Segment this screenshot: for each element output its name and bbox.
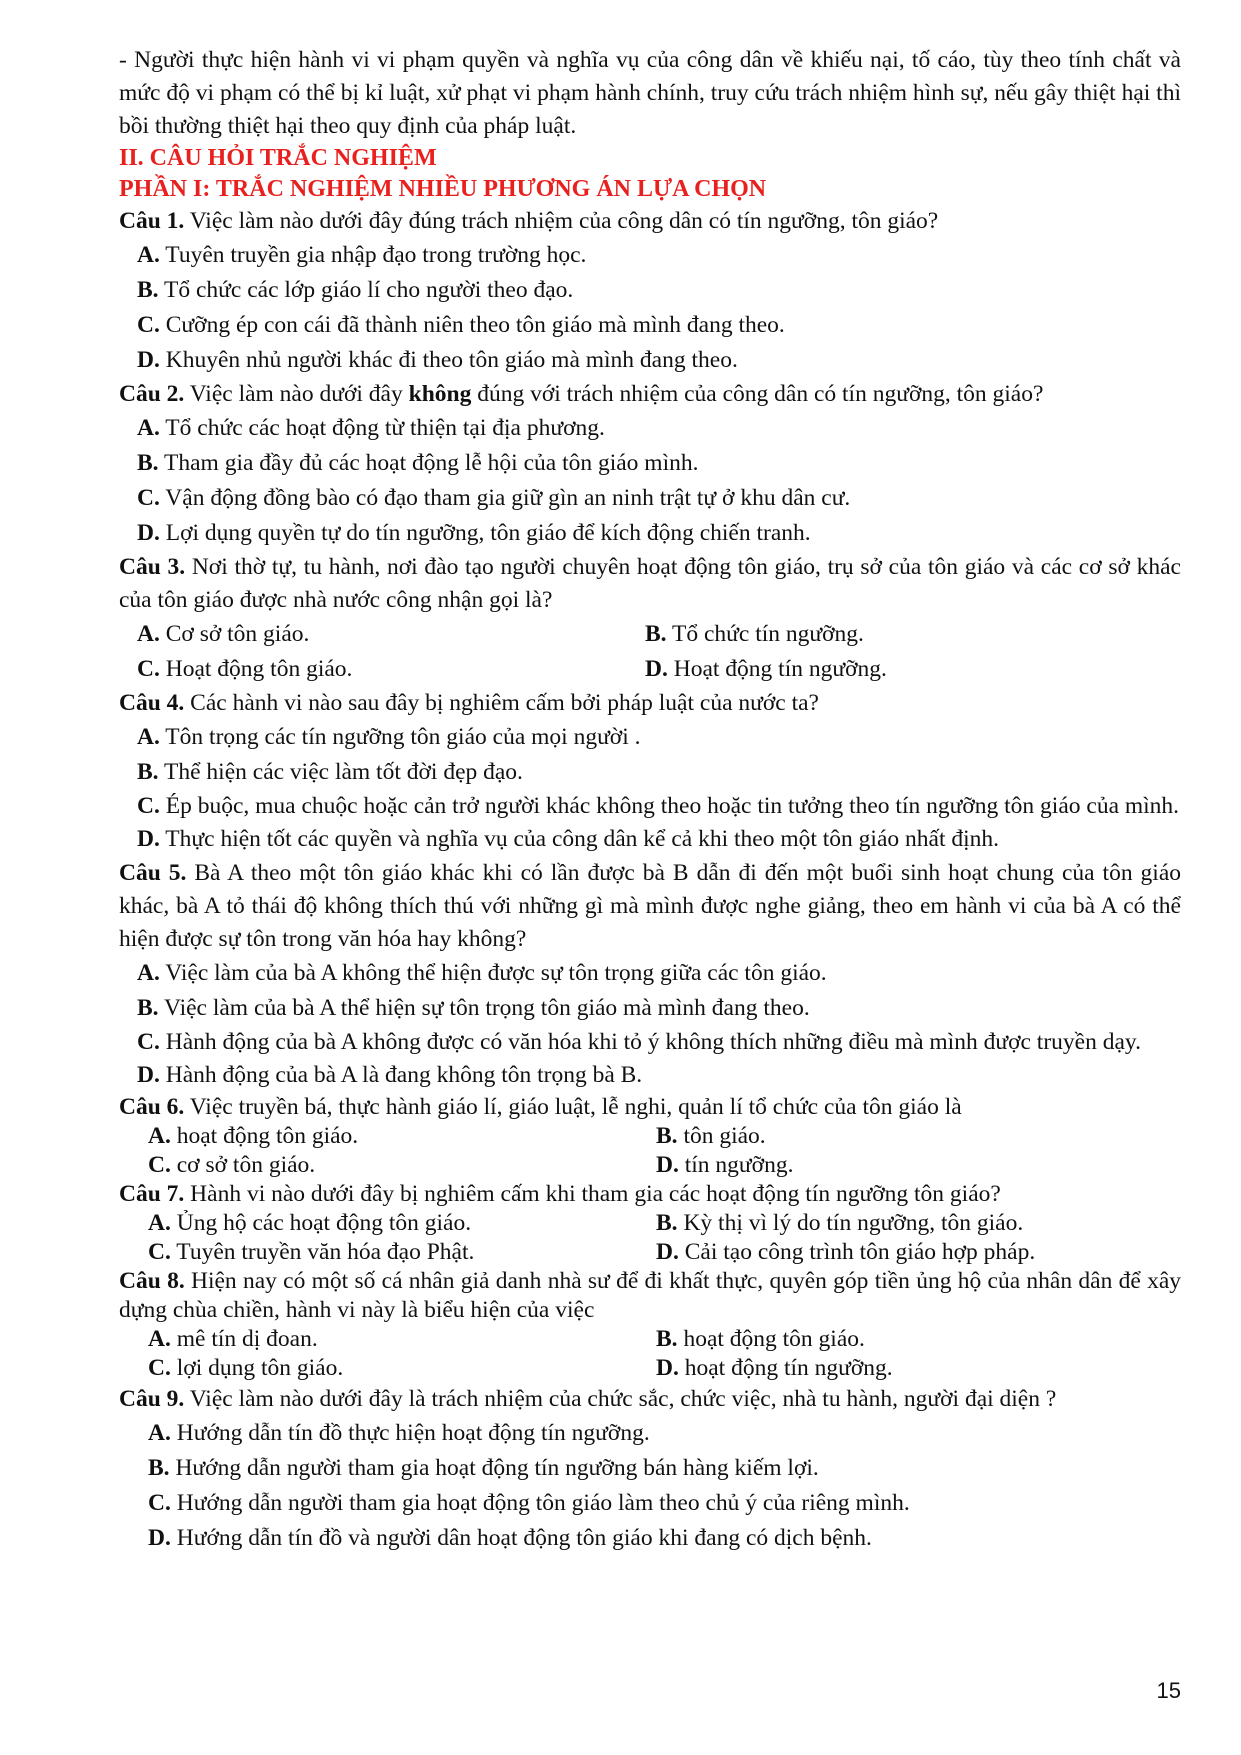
option-c [119, 1354, 627, 1383]
option-b [627, 1325, 1181, 1354]
option-text: Hoạt động tôn giáo. [159, 656, 353, 682]
option-text: hoạt động tôn giáo. [170, 1123, 359, 1149]
option-c [119, 1026, 1181, 1058]
option-c [119, 1238, 627, 1267]
option-text: Vận động đồng bào có đạo tham gia giữ gìn an ninh trật tự ở khu dân cư. [159, 485, 851, 511]
question-9 [119, 1383, 1181, 1416]
option-d [627, 652, 1181, 687]
option-text: cơ sở tôn giáo. [170, 1152, 316, 1178]
option-d [119, 1058, 1181, 1093]
option-text: Tổ chức tín ngưỡng. [666, 621, 864, 647]
option-c [119, 790, 1181, 822]
option-a [119, 956, 1181, 991]
option-label: A. [137, 960, 160, 986]
question-text: Hành vi nào dưới đây bị nghiêm cấm khi tham gia các hoạt động tín ngưỡng tôn giáo? [184, 1181, 1001, 1207]
option-text: lợi dụng tôn giáo. [170, 1355, 344, 1381]
question-8 [119, 1267, 1181, 1325]
option-text: Hành động của bà A là đang không tôn trọng bà B. [159, 1062, 643, 1088]
question-text: Việc làm nào dưới đây [184, 381, 409, 407]
option-label: A. [137, 724, 160, 750]
option-label: C. [137, 312, 160, 338]
option-label: C. [148, 1490, 171, 1516]
option-label: A. [137, 621, 160, 647]
option-label: B. [137, 450, 159, 476]
option-label: B. [656, 1123, 678, 1149]
option-label: B. [148, 1455, 170, 1481]
option-d [119, 516, 1181, 551]
option-label: D. [137, 826, 160, 852]
option-text: Ép buộc, mua chuộc hoặc cản trở người khác không theo hoặc tin tưởng theo tín ngưỡng tôn giáo của mình. [159, 793, 1180, 819]
document-page [119, 44, 1181, 1556]
option-a [119, 720, 1181, 755]
question-4 [119, 687, 1181, 720]
option-a [119, 1209, 627, 1238]
option-label: C. [148, 1152, 171, 1178]
option-label: A. [148, 1123, 171, 1149]
option-d [627, 1354, 1181, 1383]
option-text: Ủng hộ các hoạt động tôn giáo. [170, 1210, 472, 1236]
option-b [627, 617, 1181, 652]
option-label: A. [148, 1326, 171, 1352]
option-label: B. [656, 1326, 678, 1352]
option-label: B. [656, 1210, 678, 1236]
question-number: Câu 4. [119, 690, 185, 716]
option-text: Hướng dẫn tín đồ và người dân hoạt động tôn giáo khi đang có dịch bệnh. [170, 1525, 872, 1551]
question-text: Hiện nay có một số cá nhân giả danh nhà sư để đi khất thực, quyên góp tiền ủng hộ của nhân dân để xây dựng chùa chiền, hành vi này là biểu hiện của việc [119, 1268, 1181, 1323]
option-text: Thể hiện các việc làm tốt đời đẹp đạo. [158, 759, 523, 785]
question-7 [119, 1180, 1181, 1209]
options-5 [119, 956, 1181, 1093]
option-b [627, 1209, 1181, 1238]
options-6 [119, 1122, 1181, 1180]
option-label: A. [137, 415, 160, 441]
option-label: C. [137, 656, 160, 682]
question-number: Câu 8. [119, 1268, 185, 1294]
option-d [119, 1521, 1181, 1556]
question-1 [119, 205, 1181, 238]
option-a [119, 1325, 627, 1354]
option-text: Tuyên truyền văn hóa đạo Phật. [170, 1239, 475, 1265]
option-text: mê tín dị đoan. [170, 1326, 318, 1352]
option-c [119, 308, 1181, 343]
option-text: Hướng dẫn người tham gia hoạt động tôn giáo làm theo chủ ý của riêng mình. [170, 1490, 910, 1516]
option-text: Khuyên nhủ người khác đi theo tôn giáo mà mình đang theo. [159, 347, 738, 373]
question-text: Việc truyền bá, thực hành giáo lí, giáo luật, lễ nghi, quản lí tổ chức của tôn giáo là [184, 1094, 962, 1120]
option-text: Hướng dẫn tín đồ thực hiện hoạt động tín ngưỡng. [170, 1420, 650, 1446]
question-number: Câu 2. [119, 381, 185, 407]
option-a [119, 617, 627, 652]
option-b [627, 1122, 1181, 1151]
options-1 [119, 238, 1181, 378]
option-b [119, 273, 1181, 308]
question-3 [119, 551, 1181, 617]
option-b [119, 1451, 1181, 1486]
option-c [119, 652, 627, 687]
options-9 [119, 1416, 1181, 1556]
question-2 [119, 378, 1181, 411]
options-2 [119, 411, 1181, 551]
option-text: Kỳ thị vì lý do tín ngưỡng, tôn giáo. [677, 1210, 1024, 1236]
option-text: Thực hiện tốt các quyền và nghĩa vụ của công dân kể cả khi theo một tôn giáo nhất định. [159, 826, 999, 852]
question-6 [119, 1093, 1181, 1122]
question-number: Câu 7. [119, 1181, 185, 1207]
option-label: A. [148, 1420, 171, 1446]
option-text: hoạt động tín ngưỡng. [678, 1355, 893, 1381]
question-number: Câu 9. [119, 1386, 185, 1412]
option-text: tôn giáo. [677, 1123, 766, 1149]
option-label: A. [148, 1210, 171, 1236]
option-text: Lợi dụng quyền tự do tín ngưỡng, tôn giáo để kích động chiến tranh. [159, 520, 811, 546]
option-d [627, 1238, 1181, 1267]
option-c [119, 1486, 1181, 1521]
option-c [119, 481, 1181, 516]
option-label: C. [148, 1239, 171, 1265]
option-text: Cải tạo công trình tôn giáo hợp pháp. [678, 1239, 1036, 1265]
option-text: Tôn trọng các tín ngưỡng tôn giáo của mọi người . [159, 724, 641, 750]
option-text: hoạt động tôn giáo. [677, 1326, 865, 1352]
option-text: Tổ chức các hoạt động từ thiện tại địa phương. [159, 415, 605, 441]
option-d [119, 822, 1181, 857]
option-d [119, 343, 1181, 378]
option-text: Việc làm của bà A thể hiện sự tôn trọng tôn giáo mà mình đang theo. [158, 995, 810, 1021]
page-number: 15 [1156, 1678, 1181, 1703]
intro-paragraph: - Người thực hiện hành vi vi phạm quyền và nghĩa vụ của công dân về khiếu nại, tố cáo, tùy theo tính chất và mức độ vi phạm có thể bị kỉ luật, xử phạt vi phạm hành chính, truy cứu trách nhiệm hình sự, nếu gây thiệt hại thì bồi thường thiệt hại theo quy định của pháp luật. [119, 47, 1181, 139]
option-b [119, 446, 1181, 481]
option-text: tín ngưỡng. [678, 1152, 794, 1178]
question-number: Câu 5. [119, 860, 187, 886]
option-label: D. [137, 347, 160, 373]
option-label: D. [656, 1152, 679, 1178]
option-label: D. [148, 1525, 171, 1551]
options-7 [119, 1209, 1181, 1267]
option-a [119, 1416, 1181, 1451]
question-text: Nơi thờ tự, tu hành, nơi đào tạo người chuyên hoạt động tôn giáo, trụ sở của tôn giáo và các cơ sở khác của tôn giáo được nhà nước công nhận gọi là? [119, 554, 1181, 613]
option-label: A. [137, 242, 160, 268]
question-number: Câu 6. [119, 1094, 185, 1120]
option-a [119, 238, 1181, 273]
option-a [119, 1122, 627, 1151]
option-b [119, 755, 1181, 790]
option-text: Hướng dẫn người tham gia hoạt động tín ngưỡng bán hàng kiếm lợi. [169, 1455, 819, 1481]
question-text: Bà A theo một tôn giáo khác khi có lần được bà B dẫn đi đến một buổi sinh hoạt chung của tôn giáo khác, bà A tỏ thái độ không thích thú với những gì mà mình được nghe giảng, theo em hành vi của bà A có thể hiện được sự tôn trong văn hóa hay không? [119, 860, 1182, 952]
option-label: C. [137, 485, 160, 511]
option-label: C. [148, 1355, 171, 1381]
option-text: Cơ sở tôn giáo. [159, 621, 310, 647]
question-text: Các hành vi nào sau đây bị nghiêm cấm bởi pháp luật của nước ta? [184, 690, 819, 716]
option-a [119, 411, 1181, 446]
options-4 [119, 720, 1181, 857]
part-heading: PHẦN I: TRẮC NGHIỆM NHIỀU PHƯƠNG ÁN LỰA CHỌN [119, 176, 767, 202]
option-label: D. [137, 520, 160, 546]
option-text: Tham gia đầy đủ các hoạt động lễ hội của tôn giáo mình. [158, 450, 699, 476]
option-label: D. [656, 1239, 679, 1265]
option-label: B. [137, 277, 159, 303]
option-text: Tổ chức các lớp giáo lí cho người theo đạo. [158, 277, 574, 303]
option-label: C. [137, 793, 160, 819]
option-c [119, 1151, 627, 1180]
option-text: Hoạt động tín ngưỡng. [667, 656, 887, 682]
question-5 [119, 857, 1181, 956]
question-emphasis: không [408, 381, 472, 407]
options-3 [119, 617, 1181, 687]
option-label: B. [645, 621, 667, 647]
option-b [119, 991, 1181, 1026]
option-label: B. [137, 759, 159, 785]
option-text: Cưỡng ép con cái đã thành niên theo tôn giáo mà mình đang theo. [159, 312, 785, 338]
question-text: đúng với trách nhiệm của công dân có tín ngưỡng, tôn giáo? [471, 381, 1044, 407]
question-text: Việc làm nào dưới đây là trách nhiệm của chức sắc, chức việc, nhà tu hành, người đại diện ? [184, 1386, 1057, 1412]
question-number: Câu 3. [119, 554, 186, 580]
question-number: Câu 1. [119, 208, 185, 234]
question-text: Việc làm nào dưới đây đúng trách nhiệm của công dân có tín ngưỡng, tôn giáo? [184, 208, 939, 234]
option-label: D. [137, 1062, 160, 1088]
section-heading: II. CÂU HỎI TRẮC NGHIỆM [119, 145, 437, 171]
option-label: B. [137, 995, 159, 1021]
option-d [627, 1151, 1181, 1180]
options-8 [119, 1325, 1181, 1383]
option-text: Hành động của bà A không được có văn hóa khi tỏ ý không thích những điều mà mình được truyền dạy. [159, 1029, 1141, 1055]
option-label: D. [645, 656, 668, 682]
option-text: Việc làm của bà A không thể hiện được sự tôn trọng giữa các tôn giáo. [159, 960, 827, 986]
option-label: D. [656, 1355, 679, 1381]
option-label: C. [137, 1029, 160, 1055]
option-text: Tuyên truyền gia nhập đạo trong trường học. [159, 242, 587, 268]
